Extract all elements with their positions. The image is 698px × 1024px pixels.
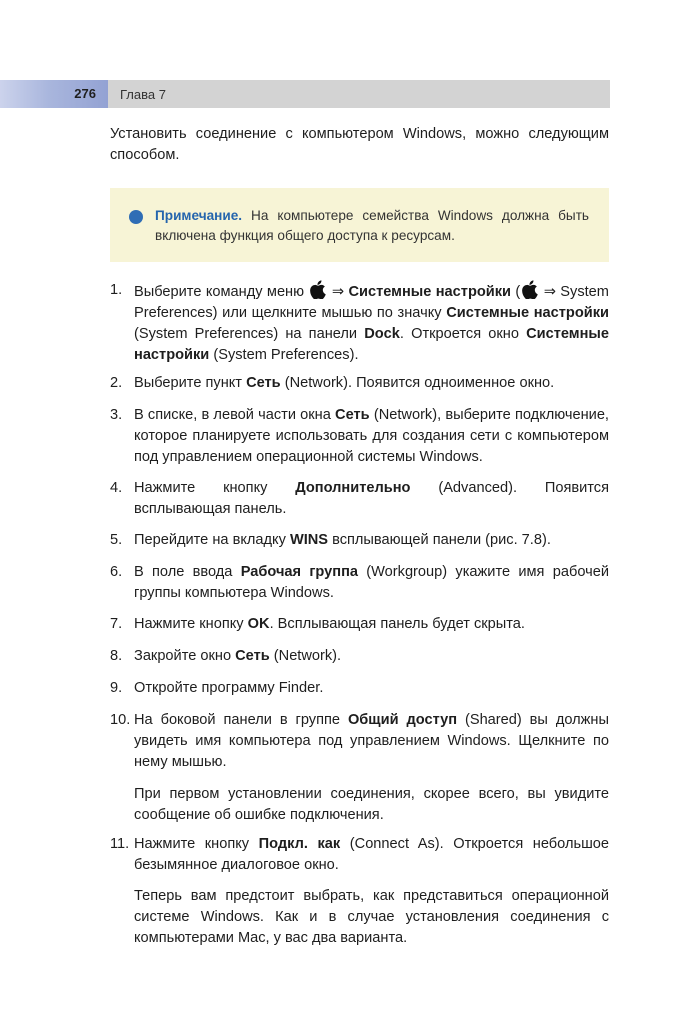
text-run: Системные настройки bbox=[134, 326, 609, 363]
text-run: Сеть bbox=[246, 375, 281, 391]
text-run: Нажмите кнопку bbox=[134, 616, 244, 632]
running-header bbox=[0, 80, 610, 108]
list-item bbox=[110, 280, 609, 366]
item-number: 10. bbox=[110, 712, 131, 728]
apple-menu-icon bbox=[521, 280, 538, 299]
item-number: 9. bbox=[110, 680, 123, 696]
text-run: ⇒ System Preferences) или щелкните мышью по значку bbox=[134, 284, 609, 321]
text-run: всплывающей панели (рис. 7.8). bbox=[332, 532, 551, 548]
page-number-tab bbox=[0, 80, 108, 108]
continuation-paragraph: Теперь вам предстоит выбрать, как представиться операционной системе Windows. Как и в случае установления соединения с компьютерами Mac, у вас два варианта. bbox=[134, 888, 609, 946]
text-run: Рабочая группа bbox=[240, 564, 358, 580]
item-text bbox=[134, 478, 609, 520]
intro-paragraph: Установить соединение с компьютером Windows, можно следующим способом. bbox=[110, 126, 609, 163]
list-item bbox=[110, 405, 609, 468]
text-run: (Advanced). Появится всплывающая панель. bbox=[134, 480, 610, 517]
continuation-paragraph: При первом установлении соединения, скорее всего, вы увидите сообщение об ошибке подключения. bbox=[134, 786, 609, 823]
text-run: OK bbox=[247, 616, 270, 632]
text-run: . Откроется окно bbox=[399, 326, 519, 342]
text-run: В поле ввода bbox=[134, 564, 233, 580]
item-text bbox=[134, 530, 609, 551]
text-run: В списке, в левой части окна bbox=[134, 407, 331, 423]
text-run: Системные настройки bbox=[446, 305, 609, 321]
note-label: Примечание. bbox=[155, 208, 243, 223]
text-run: Выберите команду меню bbox=[134, 284, 305, 300]
text-run: Подкл. как bbox=[258, 836, 341, 852]
text-run: (System Preferences). bbox=[213, 347, 359, 363]
list-item bbox=[110, 646, 609, 667]
text-run: WINS bbox=[289, 532, 329, 548]
list-item bbox=[110, 562, 609, 604]
note-body: На компьютере семейства Windows должна быть включена функция общего доступа к ресурсам. bbox=[155, 208, 590, 243]
text-run: (Connect As). Откроется небольшое безымянное диалоговое окно. bbox=[134, 836, 610, 873]
text-run: Закройте окно bbox=[134, 648, 232, 664]
list-item bbox=[110, 834, 609, 876]
item-number: 6. bbox=[110, 564, 123, 580]
item-text bbox=[134, 373, 609, 394]
page-number: 276 bbox=[74, 86, 96, 101]
text-run: ( bbox=[515, 284, 521, 300]
item-number: 7. bbox=[110, 616, 123, 632]
text-run: (System Preferences) на панели bbox=[134, 326, 358, 342]
text-run: (Network). bbox=[273, 648, 342, 664]
item-text bbox=[134, 710, 609, 773]
text-run: Системные настройки bbox=[348, 284, 512, 300]
text-run: Нажмите кнопку bbox=[134, 836, 250, 852]
item-text bbox=[134, 614, 609, 635]
item-number: 1. bbox=[110, 282, 123, 298]
chapter-label: Глава 7 bbox=[120, 87, 166, 102]
note-text bbox=[155, 206, 589, 246]
text-run: Выберите пункт bbox=[134, 375, 242, 391]
item-text bbox=[134, 646, 609, 667]
item-text bbox=[134, 280, 609, 366]
text-run: (Network). Появится одноименное окно. bbox=[284, 375, 555, 391]
text-run: Дополнительно bbox=[295, 480, 411, 496]
text-run: Dock bbox=[364, 326, 400, 342]
item-number: 11. bbox=[110, 836, 130, 852]
list-item bbox=[110, 373, 609, 394]
item-number: 8. bbox=[110, 648, 123, 664]
list-item bbox=[110, 710, 609, 773]
item-number: 4. bbox=[110, 480, 123, 496]
text-run: Сеть bbox=[335, 407, 370, 423]
item-text bbox=[134, 405, 609, 468]
list-item bbox=[110, 614, 609, 635]
text-run: (Network), выберите подключение, которое планируете использовать для создания сети с компьютером под управлением операционной системы Windows. bbox=[134, 407, 609, 465]
text-run: ⇒ bbox=[331, 284, 345, 300]
text-run: Откройте программу Finder. bbox=[134, 680, 324, 696]
item-number: 5. bbox=[110, 532, 123, 548]
text-run: (Shared) вы должны увидеть имя компьютера под управлением Windows. Щелкните по нему мышью. bbox=[134, 712, 609, 770]
text-run: (Workgroup) укажите имя рабочей группы компьютера Windows. bbox=[134, 564, 610, 601]
item-number: 3. bbox=[110, 407, 123, 423]
list-item bbox=[110, 478, 609, 520]
text-run: На боковой панели в группе bbox=[134, 712, 340, 728]
list-item bbox=[110, 530, 609, 551]
text-run: Перейдите на вкладку bbox=[134, 532, 286, 548]
text-run: Общий доступ bbox=[347, 712, 458, 728]
item-number: 2. bbox=[110, 375, 123, 391]
item-text bbox=[134, 678, 609, 699]
text-run: Нажмите кнопку bbox=[134, 480, 268, 496]
item-text bbox=[134, 834, 609, 876]
text-run: Сеть bbox=[235, 648, 270, 664]
apple-menu-icon bbox=[309, 280, 326, 299]
item-text bbox=[134, 562, 609, 604]
list-item bbox=[110, 678, 609, 699]
text-run: . Всплывающая панель будет скрыта. bbox=[269, 616, 525, 632]
note-box bbox=[110, 188, 609, 262]
note-bullet-icon bbox=[129, 210, 143, 224]
